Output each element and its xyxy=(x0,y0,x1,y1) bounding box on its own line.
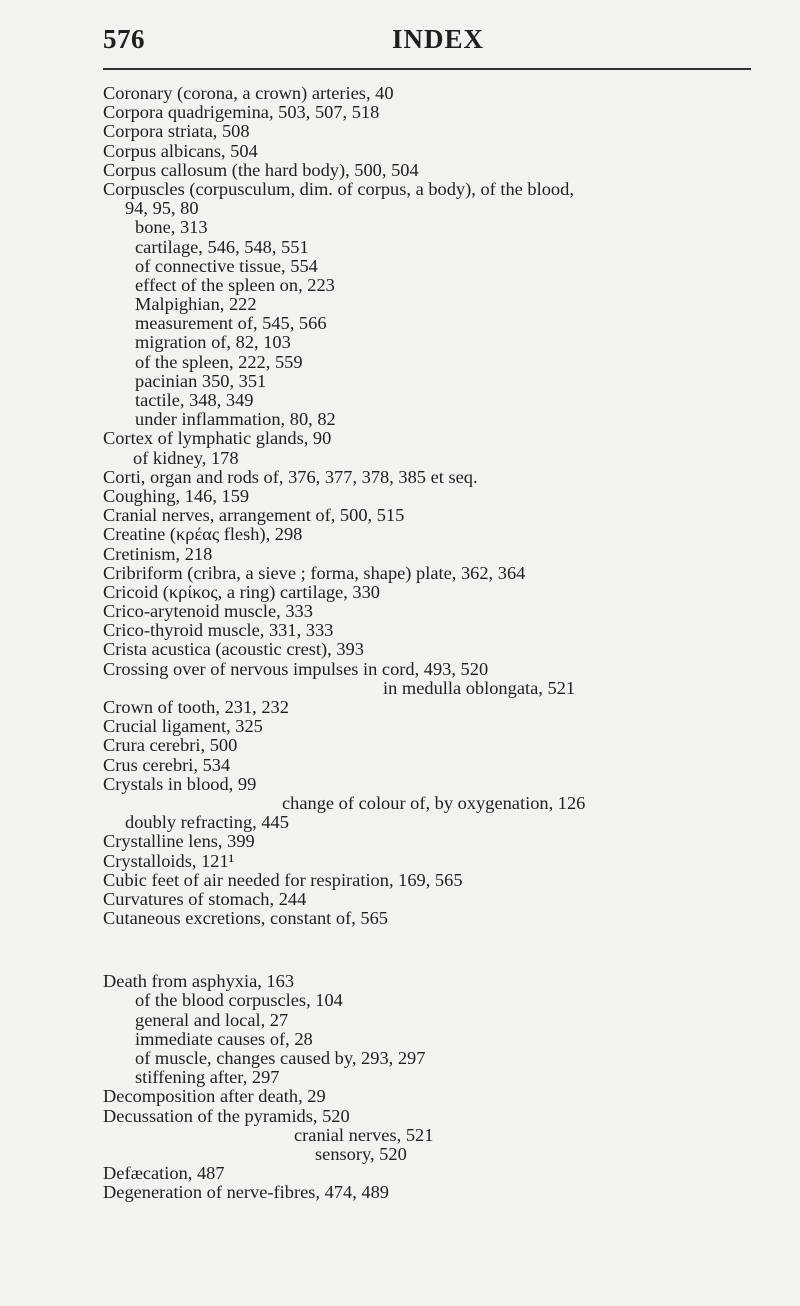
index-entry: Cretinism, 218 xyxy=(103,543,213,564)
section-gap xyxy=(103,928,763,972)
index-subentry: of muscle, changes caused by, 293, 297 xyxy=(135,1048,426,1068)
index-entry: Corpus callosum (the hard body), 500, 504 xyxy=(103,159,419,180)
index-entry: Cribriform (cribra, a sieve ; forma, shape) plate, 362, 364 xyxy=(103,562,526,583)
index-subentry: effect of the spleen on, 223 xyxy=(135,274,335,295)
index-subentry: change of colour of, by oxygenation, 126 xyxy=(282,792,586,813)
index-entry: Corpora striata, 508 xyxy=(103,121,250,142)
index-entry: Crus cerebri, 534 xyxy=(103,754,231,775)
index-entry: Curvatures of stomach, 244 xyxy=(103,888,307,909)
index-entry: Crossing over of nervous impulses in cord, 493, 520 xyxy=(103,658,489,679)
index-entry: Decussation of the pyramids, 520 xyxy=(103,1105,350,1126)
running-title: INDEX xyxy=(392,24,485,54)
index-entry: Defæcation, 487 xyxy=(103,1163,225,1184)
index-entry: Crystals in blood, 99 xyxy=(103,773,257,794)
index-entry: Crown of tooth, 231, 232 xyxy=(103,697,289,717)
index-entry: Crista acustica (acoustic crest), 393 xyxy=(103,639,364,660)
index-subentry: of the blood corpuscles, 104 xyxy=(135,990,343,1011)
index-entry: Crystalloids, 121¹ xyxy=(103,850,235,871)
index-entry: Death from asphyxia, 163 xyxy=(103,971,295,992)
index-subentry: under inflammation, 80, 82 xyxy=(135,409,336,430)
index-subentry: of the spleen, 222, 559 xyxy=(135,351,303,372)
index-entry: Corpuscles (corpusculum, dim. of corpus, a body), of the blood, xyxy=(103,178,574,199)
index-entry-continuation: 94, 95, 80 xyxy=(125,198,199,219)
index-subentry: sensory, 520 xyxy=(315,1143,407,1164)
index-entry: Corpus albicans, 504 xyxy=(103,140,258,161)
index-entry: Crico-thyroid muscle, 331, 333 xyxy=(103,620,334,641)
index-entry: Crura cerebri, 500 xyxy=(103,735,238,756)
index-subentry: measurement of, 545, 566 xyxy=(135,313,327,334)
header-rule xyxy=(103,68,751,70)
index-entry: Crucial ligament, 325 xyxy=(103,716,263,737)
index-entry: Cutaneous excretions, constant of, 565 xyxy=(103,908,388,929)
index-subentry: cranial nerves, 521 xyxy=(294,1124,434,1145)
index-subentry: of kidney, 178 xyxy=(133,447,239,468)
index-entry: Decomposition after death, 29 xyxy=(103,1086,326,1107)
index-entry: Crystalline lens, 399 xyxy=(103,831,255,852)
index-entry: Degeneration of nerve-fibres, 474, 489 xyxy=(103,1182,389,1203)
index-subentry: in medulla oblongata, 521 xyxy=(383,677,576,698)
index-subentry: migration of, 82, 103 xyxy=(135,332,291,353)
index-subentry: tactile, 348, 349 xyxy=(135,390,254,410)
index-subentry: stiffening after, 297 xyxy=(135,1067,280,1088)
index-entry: Coughing, 146, 159 xyxy=(103,485,250,506)
index-subentry: immediate causes of, 28 xyxy=(135,1028,313,1049)
index-subentry: bone, 313 xyxy=(135,217,208,238)
index-entry: Creatine (κρέας flesh), 298 xyxy=(103,524,303,545)
index-list xyxy=(103,84,763,1203)
index-entry: Corti, organ and rods of, 376, 377, 378, 385 et seq. xyxy=(103,466,478,487)
page-header xyxy=(0,18,800,58)
index-entry: Cortex of lymphatic glands, 90 xyxy=(103,428,332,449)
index-subentry: doubly refracting, 445 xyxy=(125,812,289,833)
index-subentry: general and local, 27 xyxy=(135,1009,289,1030)
page-number: 576 xyxy=(103,24,145,54)
index-entry: Cranial nerves, arrangement of, 500, 515 xyxy=(103,505,405,526)
index-entry: Cubic feet of air needed for respiration, 169, 565 xyxy=(103,869,463,890)
index-subentry: of connective tissue, 554 xyxy=(135,255,318,276)
index-entry: Coronary (corona, a crown) arteries, 40 xyxy=(103,83,394,103)
index-subentry: Malpighian, 222 xyxy=(135,294,257,315)
index-subentry: pacinian 350, 351 xyxy=(135,370,267,391)
index-entry: Corpora quadrigemina, 503, 507, 518 xyxy=(103,102,380,123)
index-subentry: cartilage, 546, 548, 551 xyxy=(135,236,309,257)
index-entry: Crico-arytenoid muscle, 333 xyxy=(103,601,313,622)
index-entry: Cricoid (κρίκος, a ring) cartilage, 330 xyxy=(103,581,380,602)
